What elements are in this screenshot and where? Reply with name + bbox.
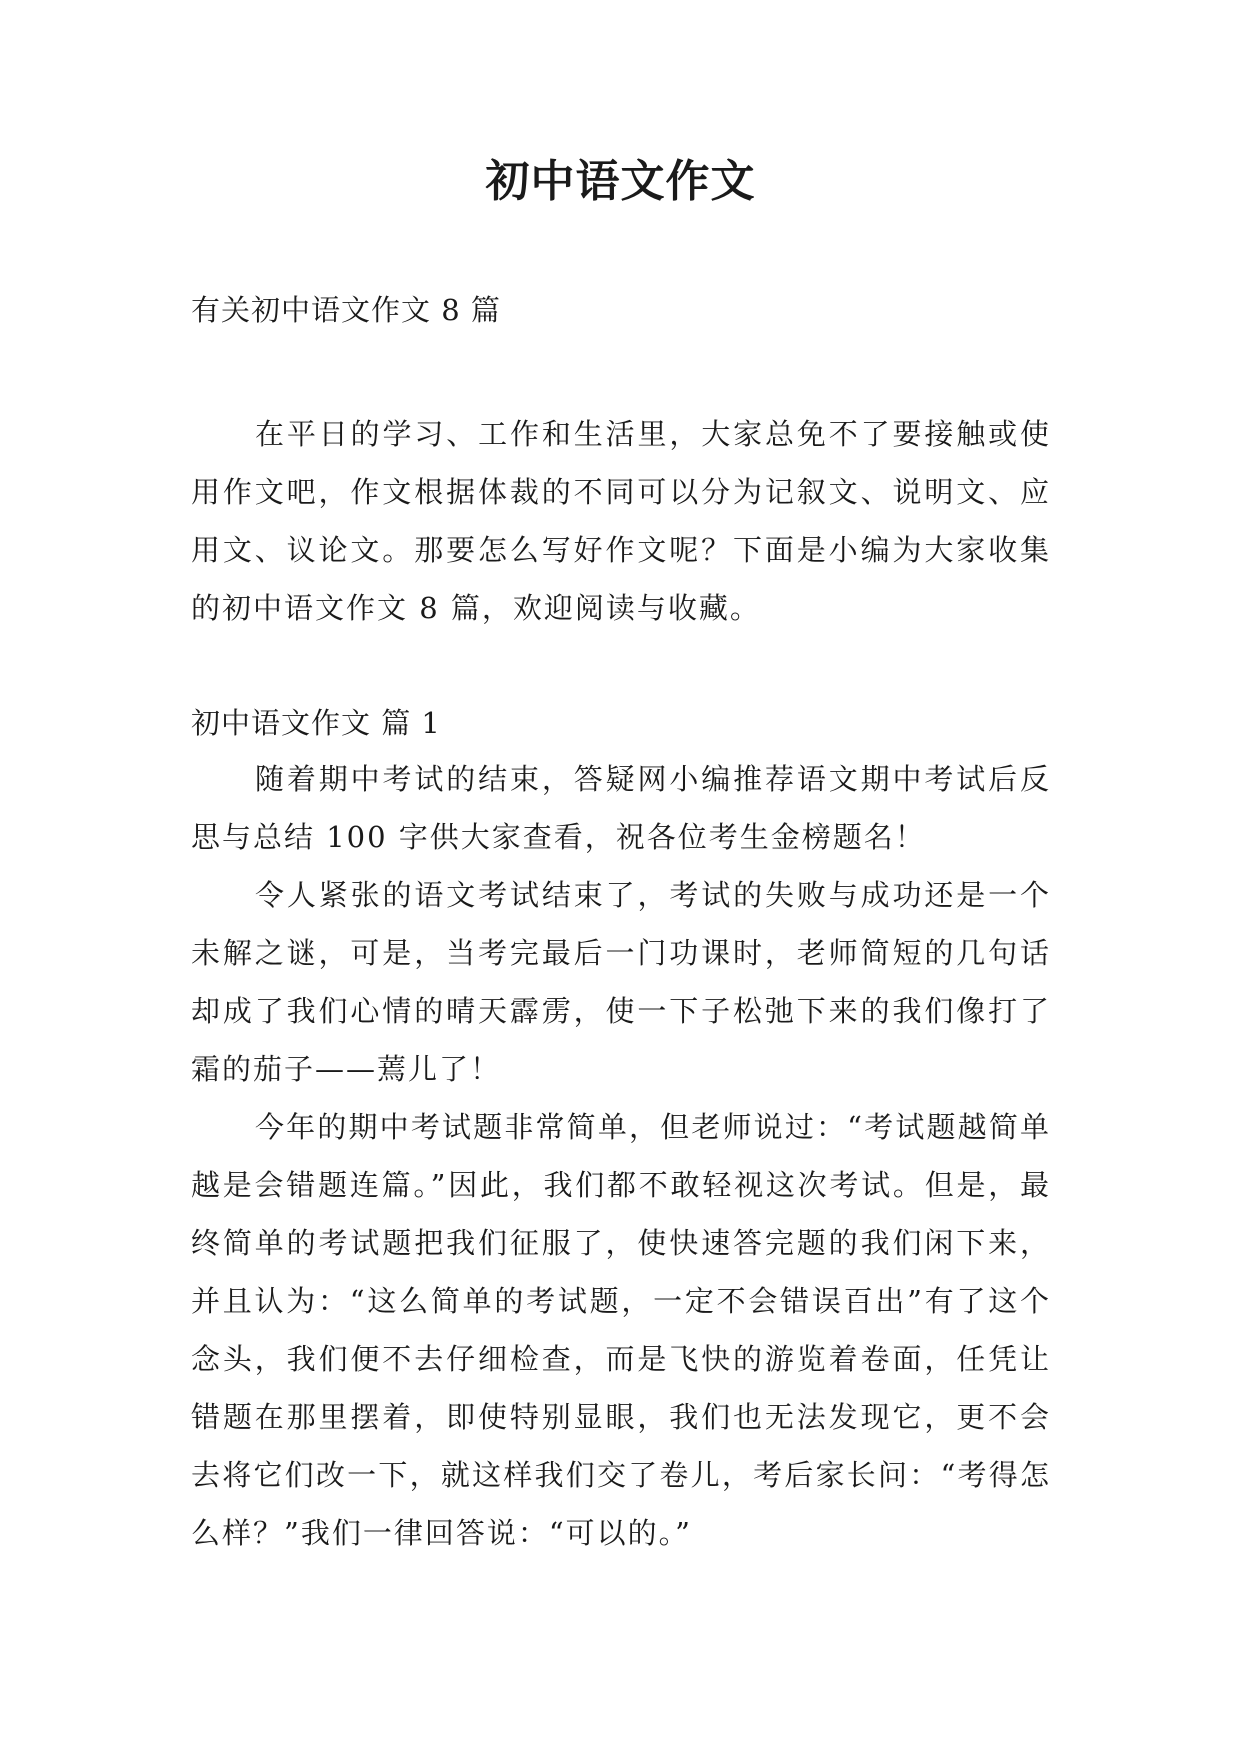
essay-paragraph: 随着期中考试的结束，答疑网小编推荐语文期中考试后反思与总结 100 字供大家查看，祝各位考生金榜题名！ <box>191 762 1051 854</box>
intro-paragraph: 在平日的学习、工作和生活里，大家总免不了要接触或使用作文吧，作文根据体裁的不同可以分为记叙文、说明文、应用文、议论文。那要怎么写好作文呢？下面是小编为大家收集的初中语文作文 8 篇，欢迎阅读与收藏。 <box>191 417 1051 625</box>
essay-body <box>191 750 1051 1562</box>
section-heading: 初中语文作文 篇 1 <box>191 706 441 740</box>
document-subtitle: 有关初中语文作文 8 篇 <box>191 293 501 327</box>
essay-paragraph: 今年的期中考试题非常简单，但老师说过：“考试题越简单越是会错题连篇。”因此，我们都不敢轻视这次考试。但是，最终简单的考试题把我们征服了，使快速答完题的我们闲下来，并且认为：“这么简单的考试题，一定不会错误百出”有了这个念头，我们便不去仔细检查，而是飞快的游览着卷面，任凭让错题在那里摆着，即使特别显眼，我们也无法发现它，更不会去将它们改一下，就这样我们交了卷儿，考后家长问：“考得怎么样？”我们一律回答说：“可以的。” <box>191 1110 1051 1550</box>
essay-paragraph: 令人紧张的语文考试结束了，考试的失败与成功还是一个未解之谜，可是，当考完最后一门功课时，老师简短的几句话却成了我们心情的晴天霹雳，使一下子松弛下来的我们像打了霜的茄子——蔫儿了！ <box>191 878 1051 1086</box>
document-title: 初中语文作文 <box>485 156 756 207</box>
